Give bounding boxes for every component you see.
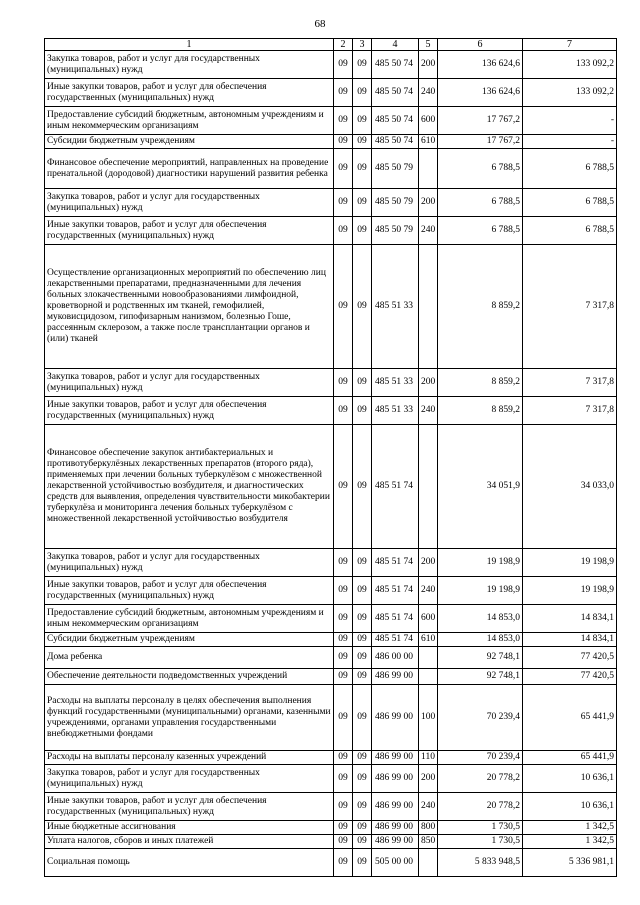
row-type-cell <box>419 669 438 685</box>
row-name-cell: Закупка товаров, работ и услуг для государственных (муниципальных) нужд <box>45 549 334 577</box>
header-col-3: 3 <box>353 39 372 51</box>
row-amount-1-cell: 19 198,9 <box>438 577 523 605</box>
row-type-cell <box>419 849 438 877</box>
row-amount-1-cell: 92 748,1 <box>438 647 523 669</box>
row-amount-1-cell: 70 239,4 <box>438 685 523 751</box>
row-name-cell: Социальная помощь <box>45 849 334 877</box>
table-row <box>45 135 617 149</box>
row-amount-1-cell: 8 859,2 <box>438 397 523 425</box>
header-col-5: 5 <box>419 39 438 51</box>
row-col3-cell: 09 <box>353 51 372 79</box>
row-amount-1-cell: 136 624,6 <box>438 51 523 79</box>
row-amount-2-cell: 133 092,2 <box>523 51 617 79</box>
table-row <box>45 647 617 669</box>
row-name-cell: Дома ребенка <box>45 647 334 669</box>
row-type-cell: 240 <box>419 217 438 245</box>
row-type-cell <box>419 647 438 669</box>
row-amount-2-cell: - <box>523 107 617 135</box>
row-col3-cell: 09 <box>353 577 372 605</box>
table-row <box>45 751 617 765</box>
row-col3-cell: 09 <box>353 751 372 765</box>
table-row <box>45 79 617 107</box>
row-col2-cell: 09 <box>334 245 353 369</box>
row-col3-cell: 09 <box>353 633 372 647</box>
row-code-cell: 486 99 00 <box>372 669 419 685</box>
row-code-cell: 486 00 00 <box>372 647 419 669</box>
row-amount-1-cell: 6 788,5 <box>438 149 523 189</box>
row-col3-cell: 09 <box>353 107 372 135</box>
table-row <box>45 633 617 647</box>
row-type-cell: 240 <box>419 79 438 107</box>
table-row <box>45 793 617 821</box>
table-row <box>45 821 617 835</box>
row-name-cell: Предоставление субсидий бюджетным, автономным учреждениям и иным некоммерческим организациям <box>45 107 334 135</box>
row-col2-cell: 09 <box>334 669 353 685</box>
table-row <box>45 765 617 793</box>
row-col2-cell: 09 <box>334 217 353 245</box>
row-name-cell: Иные бюджетные ассигнования <box>45 821 334 835</box>
table-row <box>45 425 617 549</box>
row-amount-2-cell: 77 420,5 <box>523 647 617 669</box>
row-col3-cell: 09 <box>353 397 372 425</box>
header-col-7: 7 <box>523 39 617 51</box>
row-col2-cell: 09 <box>334 189 353 217</box>
row-col3-cell: 09 <box>353 605 372 633</box>
row-name-cell: Закупка товаров, работ и услуг для государственных (муниципальных) нужд <box>45 189 334 217</box>
row-amount-2-cell: 7 317,8 <box>523 369 617 397</box>
row-name-cell: Иные закупки товаров, работ и услуг для обеспечения государственных (муниципальных) нужд <box>45 79 334 107</box>
row-code-cell: 485 50 74 <box>372 79 419 107</box>
table-row <box>45 149 617 189</box>
row-type-cell: 100 <box>419 685 438 751</box>
row-amount-2-cell: 14 834,1 <box>523 633 617 647</box>
row-col3-cell: 09 <box>353 149 372 189</box>
table-row <box>45 835 617 849</box>
row-amount-1-cell: 8 859,2 <box>438 369 523 397</box>
header-col-1: 1 <box>45 39 334 51</box>
row-name-cell: Закупка товаров, работ и услуг для государственных (муниципальных) нужд <box>45 51 334 79</box>
row-code-cell: 486 99 00 <box>372 751 419 765</box>
table-row <box>45 217 617 245</box>
header-col-6: 6 <box>438 39 523 51</box>
row-col3-cell: 09 <box>353 835 372 849</box>
row-amount-2-cell: 19 198,9 <box>523 549 617 577</box>
row-code-cell: 485 50 79 <box>372 217 419 245</box>
row-name-cell: Субсидии бюджетным учреждениям <box>45 633 334 647</box>
row-col3-cell: 09 <box>353 79 372 107</box>
row-amount-2-cell: 1 342,5 <box>523 821 617 835</box>
row-type-cell <box>419 149 438 189</box>
row-col3-cell: 09 <box>353 135 372 149</box>
row-type-cell: 610 <box>419 633 438 647</box>
row-col2-cell: 09 <box>334 549 353 577</box>
table-row <box>45 669 617 685</box>
row-name-cell: Расходы на выплаты персоналу в целях обеспечения выполнения функций государственными (муниципальными) органами, казенными учреждениями, органами управления государственными внебюджетными фондами <box>45 685 334 751</box>
row-col3-cell: 09 <box>353 647 372 669</box>
row-amount-2-cell: 19 198,9 <box>523 577 617 605</box>
row-amount-1-cell: 14 853,0 <box>438 605 523 633</box>
row-code-cell: 486 99 00 <box>372 685 419 751</box>
row-code-cell: 485 51 74 <box>372 605 419 633</box>
header-col-2: 2 <box>334 39 353 51</box>
row-amount-1-cell: 17 767,2 <box>438 135 523 149</box>
table-row <box>45 51 617 79</box>
row-code-cell: 486 99 00 <box>372 835 419 849</box>
row-type-cell: 600 <box>419 605 438 633</box>
row-name-cell: Субсидии бюджетным учреждениям <box>45 135 334 149</box>
table-row <box>45 685 617 751</box>
row-amount-1-cell: 34 051,9 <box>438 425 523 549</box>
row-name-cell: Уплата налогов, сборов и иных платежей <box>45 835 334 849</box>
row-amount-2-cell: 77 420,5 <box>523 669 617 685</box>
row-amount-2-cell: 133 092,2 <box>523 79 617 107</box>
row-code-cell: 485 50 74 <box>372 51 419 79</box>
row-code-cell: 485 50 79 <box>372 149 419 189</box>
row-col2-cell: 09 <box>334 765 353 793</box>
row-col3-cell: 09 <box>353 189 372 217</box>
row-type-cell: 200 <box>419 765 438 793</box>
table-row <box>45 605 617 633</box>
row-amount-2-cell: 14 834,1 <box>523 605 617 633</box>
row-col2-cell: 09 <box>334 79 353 107</box>
row-col2-cell: 09 <box>334 605 353 633</box>
row-amount-1-cell: 8 859,2 <box>438 245 523 369</box>
row-code-cell: 485 51 74 <box>372 633 419 647</box>
row-name-cell: Иные закупки товаров, работ и услуг для обеспечения государственных (муниципальных) нужд <box>45 577 334 605</box>
row-amount-1-cell: 19 198,9 <box>438 549 523 577</box>
row-col3-cell: 09 <box>353 669 372 685</box>
row-amount-2-cell: 6 788,5 <box>523 217 617 245</box>
row-code-cell: 486 99 00 <box>372 821 419 835</box>
row-amount-1-cell: 92 748,1 <box>438 669 523 685</box>
row-code-cell: 485 51 33 <box>372 397 419 425</box>
row-type-cell: 610 <box>419 135 438 149</box>
row-type-cell: 200 <box>419 51 438 79</box>
row-name-cell: Закупка товаров, работ и услуг для государственных (муниципальных) нужд <box>45 369 334 397</box>
row-code-cell: 486 99 00 <box>372 765 419 793</box>
row-col3-cell: 09 <box>353 765 372 793</box>
table-header-row <box>45 39 617 51</box>
row-amount-2-cell: 10 636,1 <box>523 793 617 821</box>
row-col3-cell: 09 <box>353 217 372 245</box>
row-code-cell: 485 51 74 <box>372 549 419 577</box>
table-row <box>45 369 617 397</box>
row-code-cell: 485 50 74 <box>372 135 419 149</box>
row-amount-1-cell: 14 853,0 <box>438 633 523 647</box>
row-col2-cell: 09 <box>334 647 353 669</box>
row-type-cell <box>419 245 438 369</box>
row-name-cell: Финансовое обеспечение мероприятий, направленных на проведение пренатальной (дородовой) диагностики нарушений развития ребенка <box>45 149 334 189</box>
row-type-cell <box>419 425 438 549</box>
row-col3-cell: 09 <box>353 685 372 751</box>
row-code-cell: 485 50 74 <box>372 107 419 135</box>
row-amount-2-cell: 5 336 981,1 <box>523 849 617 877</box>
row-type-cell: 110 <box>419 751 438 765</box>
row-name-cell: Предоставление субсидий бюджетным, автономным учреждениям и иным некоммерческим организациям <box>45 605 334 633</box>
row-code-cell: 505 00 00 <box>372 849 419 877</box>
row-name-cell: Финансовое обеспечение закупок антибактериальных и противотуберкулёзных лекарственных препаратов (второго ряда), применяемых при лечении больных туберкулёзом с множественной лекарственной устойчивостью возбудителя, и диагностических средств для выявления, определения чувствительности микобактерии туберкулёза и мониторинга лечения больных туберкулёзом с множественной лекарственной устойчивостью возбудителя <box>45 425 334 549</box>
row-col2-cell: 09 <box>334 577 353 605</box>
row-col3-cell: 09 <box>353 821 372 835</box>
row-code-cell: 485 50 79 <box>372 189 419 217</box>
page-number: 68 <box>314 18 326 30</box>
row-col2-cell: 09 <box>334 685 353 751</box>
row-type-cell: 200 <box>419 189 438 217</box>
row-name-cell: Осуществление организационных мероприятий по обеспечению лиц лекарственными препаратами, предназначенными для лечения больных злокачественными новообразованиями лимфоидной, кроветворной и родственных им тканей, гемофилией, муковисцидозом, гипофизарным нанизмом, болезнью Гоше, рассеянным склерозом, а также после трансплантации органов и (или) тканей <box>45 245 334 369</box>
row-col2-cell: 09 <box>334 51 353 79</box>
row-amount-1-cell: 136 624,6 <box>438 79 523 107</box>
row-col2-cell: 09 <box>334 793 353 821</box>
row-amount-2-cell: 34 033,0 <box>523 425 617 549</box>
row-col2-cell: 09 <box>334 751 353 765</box>
row-col2-cell: 09 <box>334 135 353 149</box>
table-row <box>45 577 617 605</box>
table-row <box>45 107 617 135</box>
row-col3-cell: 09 <box>353 369 372 397</box>
row-code-cell: 485 51 74 <box>372 425 419 549</box>
row-amount-1-cell: 20 778,2 <box>438 765 523 793</box>
row-col2-cell: 09 <box>334 425 353 549</box>
row-type-cell: 240 <box>419 397 438 425</box>
table-row <box>45 245 617 369</box>
row-amount-1-cell: 6 788,5 <box>438 189 523 217</box>
row-col2-cell: 09 <box>334 107 353 135</box>
row-col3-cell: 09 <box>353 793 372 821</box>
row-col2-cell: 09 <box>334 835 353 849</box>
table-row <box>45 189 617 217</box>
row-amount-1-cell: 1 730,5 <box>438 835 523 849</box>
row-amount-1-cell: 17 767,2 <box>438 107 523 135</box>
row-amount-2-cell: 7 317,8 <box>523 397 617 425</box>
row-col3-cell: 09 <box>353 549 372 577</box>
row-amount-1-cell: 20 778,2 <box>438 793 523 821</box>
row-name-cell: Обеспечение деятельности подведомственных учреждений <box>45 669 334 685</box>
row-type-cell: 200 <box>419 369 438 397</box>
row-col2-cell: 09 <box>334 397 353 425</box>
row-type-cell: 200 <box>419 549 438 577</box>
row-name-cell: Расходы на выплаты персоналу казенных учреждений <box>45 751 334 765</box>
row-col2-cell: 09 <box>334 821 353 835</box>
row-code-cell: 485 51 74 <box>372 577 419 605</box>
row-col2-cell: 09 <box>334 849 353 877</box>
row-amount-2-cell: 6 788,5 <box>523 189 617 217</box>
row-code-cell: 485 51 33 <box>372 245 419 369</box>
row-col2-cell: 09 <box>334 369 353 397</box>
row-amount-1-cell: 1 730,5 <box>438 821 523 835</box>
row-type-cell: 600 <box>419 107 438 135</box>
row-amount-2-cell: 7 317,8 <box>523 245 617 369</box>
row-col3-cell: 09 <box>353 425 372 549</box>
table-row <box>45 849 617 877</box>
row-name-cell: Закупка товаров, работ и услуг для государственных (муниципальных) нужд <box>45 765 334 793</box>
budget-table <box>44 38 617 877</box>
row-col2-cell: 09 <box>334 633 353 647</box>
row-amount-2-cell: 1 342,5 <box>523 835 617 849</box>
row-amount-2-cell: 6 788,5 <box>523 149 617 189</box>
row-name-cell: Иные закупки товаров, работ и услуг для обеспечения государственных (муниципальных) нужд <box>45 397 334 425</box>
row-type-cell: 240 <box>419 793 438 821</box>
header-col-4: 4 <box>372 39 419 51</box>
row-col2-cell: 09 <box>334 149 353 189</box>
row-amount-1-cell: 5 833 948,5 <box>438 849 523 877</box>
row-col3-cell: 09 <box>353 245 372 369</box>
row-code-cell: 486 99 00 <box>372 793 419 821</box>
row-type-cell: 850 <box>419 835 438 849</box>
row-amount-1-cell: 6 788,5 <box>438 217 523 245</box>
row-amount-2-cell: 65 441,9 <box>523 685 617 751</box>
table-row <box>45 397 617 425</box>
row-type-cell: 240 <box>419 577 438 605</box>
row-name-cell: Иные закупки товаров, работ и услуг для обеспечения государственных (муниципальных) нужд <box>45 793 334 821</box>
row-amount-2-cell: 65 441,9 <box>523 751 617 765</box>
row-col3-cell: 09 <box>353 849 372 877</box>
row-type-cell: 800 <box>419 821 438 835</box>
row-name-cell: Иные закупки товаров, работ и услуг для обеспечения государственных (муниципальных) нужд <box>45 217 334 245</box>
table-row <box>45 549 617 577</box>
row-amount-1-cell: 70 239,4 <box>438 751 523 765</box>
row-code-cell: 485 51 33 <box>372 369 419 397</box>
row-amount-2-cell: - <box>523 135 617 149</box>
row-amount-2-cell: 10 636,1 <box>523 765 617 793</box>
